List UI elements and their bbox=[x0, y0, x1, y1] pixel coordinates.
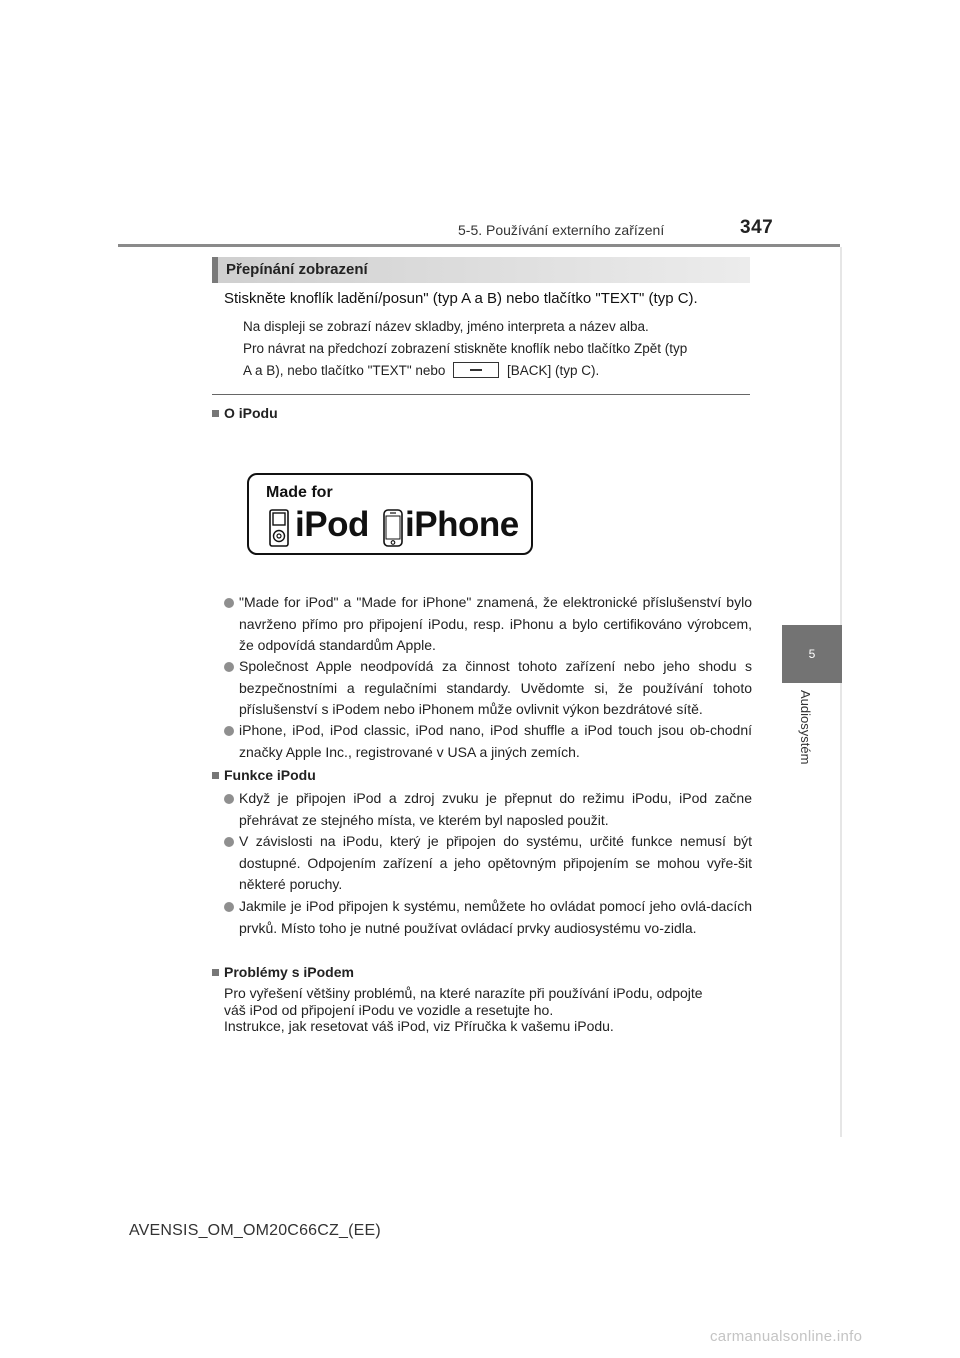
header-rule bbox=[118, 244, 840, 247]
bullet-text: V závislosti na iPodu, který je připojen do systému, určité funkce nemusí být dostupné. Odpojením zařízení a jeho opětovným připojením se mohou vyře-šit některé poruchy. bbox=[239, 833, 752, 892]
ipod-problems-line-1: Pro vyřešení většiny problémů, na které narazíte při používání iPodu, odpojte bbox=[224, 985, 703, 1001]
chapter-number: 5 bbox=[808, 647, 816, 661]
bullet-text: Společnost Apple neodpovídá za činnost tohoto zařízení nebo jeho shodu s bezpečnostními a regulačními standardy. Uvědomte si, že používání tohoto příslušenství s iPodem nebo iPhonem může ovlivnit výkon bezdrátové sítě. bbox=[239, 658, 752, 717]
bullet-dot-icon bbox=[224, 794, 234, 804]
bullet-dot-icon bbox=[224, 662, 234, 672]
square-bullet-icon bbox=[212, 410, 219, 417]
step-note-2-before-key: A a B), nebo tlačítko "TEXT" nebo bbox=[243, 363, 446, 378]
section-title: Přepínání zobrazení bbox=[226, 261, 368, 278]
badge-ipod: iPod bbox=[295, 505, 369, 544]
list-item bbox=[224, 831, 752, 896]
ipod-problems-heading-text: Problémy s iPodem bbox=[224, 964, 354, 980]
list-item bbox=[224, 720, 752, 763]
bullet-dot-icon bbox=[224, 837, 234, 847]
bullet-dot-icon bbox=[224, 902, 234, 912]
square-bullet-icon bbox=[212, 772, 219, 779]
chapter-label: Audiosystém bbox=[798, 690, 813, 765]
list-item bbox=[224, 656, 752, 721]
bullet-text: "Made for iPod" a "Made for iPhone" znamená, že elektronické příslušenství bylo navrženo přímo pro připojení iPodu, resp. iPhonu a bylo certifikováno výrobcem, že odpovídá standardům Apple. bbox=[239, 594, 752, 653]
badge-iphone: iPhone bbox=[405, 505, 519, 544]
side-guide-bar bbox=[840, 247, 842, 1137]
step-note-2-line-2 bbox=[243, 363, 599, 379]
ipod-problems-line-2: váš iPod od připojení iPodu ve vozidle a resetujte ho. bbox=[224, 1001, 554, 1018]
bullet-dot-icon bbox=[224, 726, 234, 736]
about-ipod-heading-text: O iPodu bbox=[224, 405, 278, 421]
ipod-icon bbox=[269, 509, 289, 547]
section-title-bar bbox=[212, 257, 750, 283]
page-number: 347 bbox=[740, 217, 774, 238]
ipod-functions-heading-text: Funkce iPodu bbox=[224, 767, 316, 783]
section-end-rule bbox=[212, 394, 750, 395]
list-item bbox=[224, 896, 752, 939]
watermark: carmanualsonline.info bbox=[710, 1328, 863, 1345]
ipod-problems-text bbox=[224, 985, 764, 1035]
document-id: AVENSIS_OM_OM20C66CZ_(EE) bbox=[129, 1222, 381, 1239]
list-item bbox=[224, 788, 752, 831]
badge-made-for: Made for bbox=[266, 484, 333, 501]
step-instruction: Stiskněte knoflík ladění/posun" (typ A a B) nebo tlačítko "TEXT" (typ C). bbox=[224, 290, 698, 307]
ipod-problems-line-3: Instrukce, jak resetovat váš iPod, viz Příručka k vašemu iPodu. bbox=[224, 1018, 614, 1034]
about-ipod-heading bbox=[212, 405, 278, 421]
made-for-ipod-iphone-badge bbox=[247, 473, 533, 555]
chapter-tab bbox=[782, 625, 842, 683]
iphone-icon bbox=[383, 509, 403, 547]
bullet-text: iPhone, iPod, iPod classic, iPod nano, iPod shuffle a iPod touch jsou ob-chodní značky Apple Inc., registrované v USA a jiných zemích. bbox=[239, 722, 752, 760]
bullet-dot-icon bbox=[224, 598, 234, 608]
bullet-text: Jakmile je iPod připojen k systému, nemůžete ho ovládat pomocí jeho ovlá-dacích prvků. Místo toho je nutné používat ovládací prvky audiosystému vo-zidla. bbox=[239, 898, 752, 936]
back-key-icon bbox=[453, 362, 499, 378]
ipod-functions-heading bbox=[212, 767, 316, 783]
square-bullet-icon bbox=[212, 969, 219, 976]
bullet-text: Když je připojen iPod a zdroj zvuku je přepnut do režimu iPodu, iPod začne přehrávat ze stejného místa, ve kterém byl naposled použit. bbox=[239, 790, 752, 828]
ipod-problems-heading bbox=[212, 964, 354, 980]
header-section-title: 5-5. Používání externího zařízení bbox=[458, 222, 665, 238]
list-item bbox=[224, 592, 752, 657]
section-title-accent bbox=[212, 257, 218, 283]
step-note-2-line-1: Pro návrat na předchozí zobrazení stiskněte knoflík nebo tlačítko Zpět (typ bbox=[243, 341, 688, 356]
step-note-1: Na displeji se zobrazí název skladby, jméno interpreta a název alba. bbox=[243, 319, 649, 334]
step-note-2-after-key: [BACK] (typ C). bbox=[506, 363, 600, 378]
